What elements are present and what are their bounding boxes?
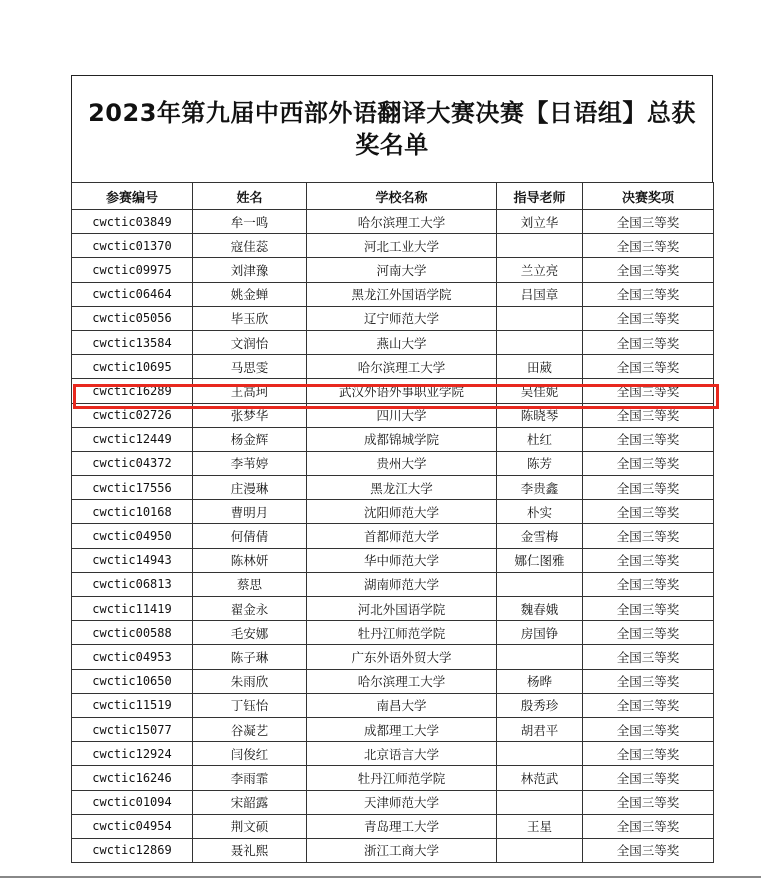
- cell-school: 青岛理工大学: [307, 814, 497, 838]
- cell-award: 全国三等奖: [583, 210, 714, 234]
- cell-id: cwctic15077: [72, 717, 193, 741]
- cell-id: cwctic01094: [72, 790, 193, 814]
- cell-name: 丁钰怡: [193, 693, 307, 717]
- cell-teacher: 胡君平: [497, 717, 583, 741]
- table-row: [72, 621, 714, 645]
- header-award: 决赛奖项: [583, 183, 714, 210]
- cell-id: cwctic10650: [72, 669, 193, 693]
- cell-name: 刘津豫: [193, 258, 307, 282]
- cell-teacher: 吴佳妮: [497, 379, 583, 403]
- cell-id: cwctic01370: [72, 234, 193, 258]
- table-row: [72, 766, 714, 790]
- table-row: [72, 693, 714, 717]
- cell-teacher: 田葳: [497, 355, 583, 379]
- cell-award: 全国三等奖: [583, 234, 714, 258]
- cell-school: 天津师范大学: [307, 790, 497, 814]
- cell-teacher: 王星: [497, 814, 583, 838]
- cell-name: 毕玉欣: [193, 306, 307, 330]
- cell-name: 宋韶露: [193, 790, 307, 814]
- cell-award: 全国三等奖: [583, 379, 714, 403]
- table-row: [72, 500, 714, 524]
- cell-teacher: 吕国章: [497, 282, 583, 306]
- cell-school: 河北工业大学: [307, 234, 497, 258]
- cell-teacher: 兰立亮: [497, 258, 583, 282]
- table-row: [72, 717, 714, 741]
- cell-id: cwctic04953: [72, 645, 193, 669]
- cell-award: 全国三等奖: [583, 403, 714, 427]
- cell-school: 牡丹江师范学院: [307, 766, 497, 790]
- cell-name: 马思雯: [193, 355, 307, 379]
- cell-award: 全国三等奖: [583, 693, 714, 717]
- table-row: [72, 838, 714, 862]
- cell-award: 全国三等奖: [583, 306, 714, 330]
- cell-award: 全国三等奖: [583, 548, 714, 572]
- cell-teacher: 林范武: [497, 766, 583, 790]
- cell-name: 曹明月: [193, 500, 307, 524]
- table-row: [72, 379, 714, 403]
- table-row: [72, 524, 714, 548]
- cell-school: 哈尔滨理工大学: [307, 210, 497, 234]
- cell-school: 黑龙江大学: [307, 476, 497, 500]
- cell-teacher: 杨晔: [497, 669, 583, 693]
- table-row: [72, 572, 714, 596]
- cell-id: cwctic00588: [72, 621, 193, 645]
- award-list-document: [71, 75, 713, 863]
- cell-award: 全国三等奖: [583, 572, 714, 596]
- cell-school: 北京语言大学: [307, 742, 497, 766]
- cell-id: cwctic06464: [72, 282, 193, 306]
- cell-id: cwctic06813: [72, 572, 193, 596]
- cell-id: cwctic03849: [72, 210, 193, 234]
- cell-award: 全国三等奖: [583, 355, 714, 379]
- cell-award: 全国三等奖: [583, 258, 714, 282]
- cell-name: 陈子琳: [193, 645, 307, 669]
- table-row: [72, 597, 714, 621]
- bottom-rule: [0, 876, 761, 878]
- cell-name: 杨金辉: [193, 427, 307, 451]
- cell-name: 蔡思: [193, 572, 307, 596]
- cell-id: cwctic16289: [72, 379, 193, 403]
- table-row: [72, 451, 714, 475]
- cell-id: cwctic04950: [72, 524, 193, 548]
- cell-name: 翟金永: [193, 597, 307, 621]
- cell-id: cwctic14943: [72, 548, 193, 572]
- cell-award: 全国三等奖: [583, 621, 714, 645]
- cell-award: 全国三等奖: [583, 766, 714, 790]
- table-row: [72, 330, 714, 354]
- cell-teacher: [497, 838, 583, 862]
- header-name: 姓名: [193, 183, 307, 210]
- cell-school: 河北外国语学院: [307, 597, 497, 621]
- cell-teacher: [497, 234, 583, 258]
- cell-id: cwctic12449: [72, 427, 193, 451]
- cell-id: cwctic13584: [72, 330, 193, 354]
- cell-id: cwctic04372: [72, 451, 193, 475]
- cell-award: 全国三等奖: [583, 814, 714, 838]
- cell-name: 谷凝艺: [193, 717, 307, 741]
- table-row: [72, 210, 714, 234]
- cell-name: 毛安娜: [193, 621, 307, 645]
- cell-name: 李雨霏: [193, 766, 307, 790]
- cell-id: cwctic11419: [72, 597, 193, 621]
- header-school: 学校名称: [307, 183, 497, 210]
- cell-teacher: 房国铮: [497, 621, 583, 645]
- cell-teacher: 殷秀珍: [497, 693, 583, 717]
- cell-name: 陈林妍: [193, 548, 307, 572]
- cell-id: cwctic05056: [72, 306, 193, 330]
- cell-award: 全国三等奖: [583, 790, 714, 814]
- cell-name: 荆文硕: [193, 814, 307, 838]
- header-id: 参赛编号: [72, 183, 193, 210]
- cell-school: 广东外语外贸大学: [307, 645, 497, 669]
- cell-school: 浙江工商大学: [307, 838, 497, 862]
- cell-school: 哈尔滨理工大学: [307, 669, 497, 693]
- cell-school: 牡丹江师范学院: [307, 621, 497, 645]
- cell-teacher: 刘立华: [497, 210, 583, 234]
- cell-award: 全国三等奖: [583, 717, 714, 741]
- header-teacher: 指导老师: [497, 183, 583, 210]
- cell-id: cwctic12924: [72, 742, 193, 766]
- cell-award: 全国三等奖: [583, 597, 714, 621]
- cell-award: 全国三等奖: [583, 476, 714, 500]
- table-row: [72, 814, 714, 838]
- cell-school: 成都锦城学院: [307, 427, 497, 451]
- page-title: 2023年第九届中西部外语翻译大赛决赛【日语组】总获奖名单: [88, 99, 696, 159]
- cell-award: 全国三等奖: [583, 742, 714, 766]
- cell-school: 湖南师范大学: [307, 572, 497, 596]
- cell-id: cwctic10168: [72, 500, 193, 524]
- table-header-row: [72, 183, 714, 210]
- cell-teacher: 杜红: [497, 427, 583, 451]
- cell-name: 王高珂: [193, 379, 307, 403]
- cell-id: cwctic16246: [72, 766, 193, 790]
- cell-id: cwctic17556: [72, 476, 193, 500]
- cell-teacher: [497, 572, 583, 596]
- cell-name: 聂礼熙: [193, 838, 307, 862]
- cell-name: 张梦华: [193, 403, 307, 427]
- cell-teacher: 陈芳: [497, 451, 583, 475]
- cell-teacher: [497, 645, 583, 669]
- cell-award: 全国三等奖: [583, 838, 714, 862]
- cell-name: 庄漫琳: [193, 476, 307, 500]
- cell-school: 成都理工大学: [307, 717, 497, 741]
- cell-teacher: 金雪梅: [497, 524, 583, 548]
- cell-name: 文润怡: [193, 330, 307, 354]
- cell-teacher: 朴实: [497, 500, 583, 524]
- cell-teacher: 李贵鑫: [497, 476, 583, 500]
- title-box: [71, 75, 713, 182]
- table-row: [72, 355, 714, 379]
- cell-award: 全国三等奖: [583, 500, 714, 524]
- cell-school: 四川大学: [307, 403, 497, 427]
- award-table: [71, 182, 714, 863]
- cell-school: 南昌大学: [307, 693, 497, 717]
- cell-teacher: 娜仁图雅: [497, 548, 583, 572]
- table-row: [72, 669, 714, 693]
- cell-id: cwctic02726: [72, 403, 193, 427]
- table-row: [72, 645, 714, 669]
- cell-award: 全国三等奖: [583, 282, 714, 306]
- cell-school: 华中师范大学: [307, 548, 497, 572]
- cell-award: 全国三等奖: [583, 330, 714, 354]
- cell-award: 全国三等奖: [583, 451, 714, 475]
- cell-teacher: 魏春娥: [497, 597, 583, 621]
- cell-school: 沈阳师范大学: [307, 500, 497, 524]
- table-row: [72, 234, 714, 258]
- cell-id: cwctic12869: [72, 838, 193, 862]
- cell-award: 全国三等奖: [583, 524, 714, 548]
- cell-name: 何倩倩: [193, 524, 307, 548]
- cell-school: 哈尔滨理工大学: [307, 355, 497, 379]
- cell-teacher: [497, 790, 583, 814]
- cell-award: 全国三等奖: [583, 645, 714, 669]
- cell-teacher: [497, 742, 583, 766]
- cell-school: 首都师范大学: [307, 524, 497, 548]
- table-row: [72, 306, 714, 330]
- cell-school: 辽宁师范大学: [307, 306, 497, 330]
- cell-name: 寇佳蕊: [193, 234, 307, 258]
- cell-award: 全国三等奖: [583, 427, 714, 451]
- cell-id: cwctic11519: [72, 693, 193, 717]
- cell-name: 闫俊红: [193, 742, 307, 766]
- cell-teacher: [497, 330, 583, 354]
- cell-school: 黑龙江外国语学院: [307, 282, 497, 306]
- cell-award: 全国三等奖: [583, 669, 714, 693]
- cell-id: cwctic04954: [72, 814, 193, 838]
- table-row: [72, 403, 714, 427]
- cell-name: 朱雨欣: [193, 669, 307, 693]
- table-row: [72, 282, 714, 306]
- cell-teacher: 陈晓琴: [497, 403, 583, 427]
- table-row: [72, 548, 714, 572]
- cell-name: 牟一鸣: [193, 210, 307, 234]
- cell-teacher: [497, 306, 583, 330]
- cell-school: 贵州大学: [307, 451, 497, 475]
- cell-name: 李苇婷: [193, 451, 307, 475]
- table-row: [72, 790, 714, 814]
- cell-name: 姚金蝉: [193, 282, 307, 306]
- table-row: [72, 427, 714, 451]
- cell-id: cwctic09975: [72, 258, 193, 282]
- table-row: [72, 258, 714, 282]
- cell-school: 武汉外语外事职业学院: [307, 379, 497, 403]
- cell-id: cwctic10695: [72, 355, 193, 379]
- cell-school: 河南大学: [307, 258, 497, 282]
- table-row: [72, 742, 714, 766]
- table-row: [72, 476, 714, 500]
- cell-school: 燕山大学: [307, 330, 497, 354]
